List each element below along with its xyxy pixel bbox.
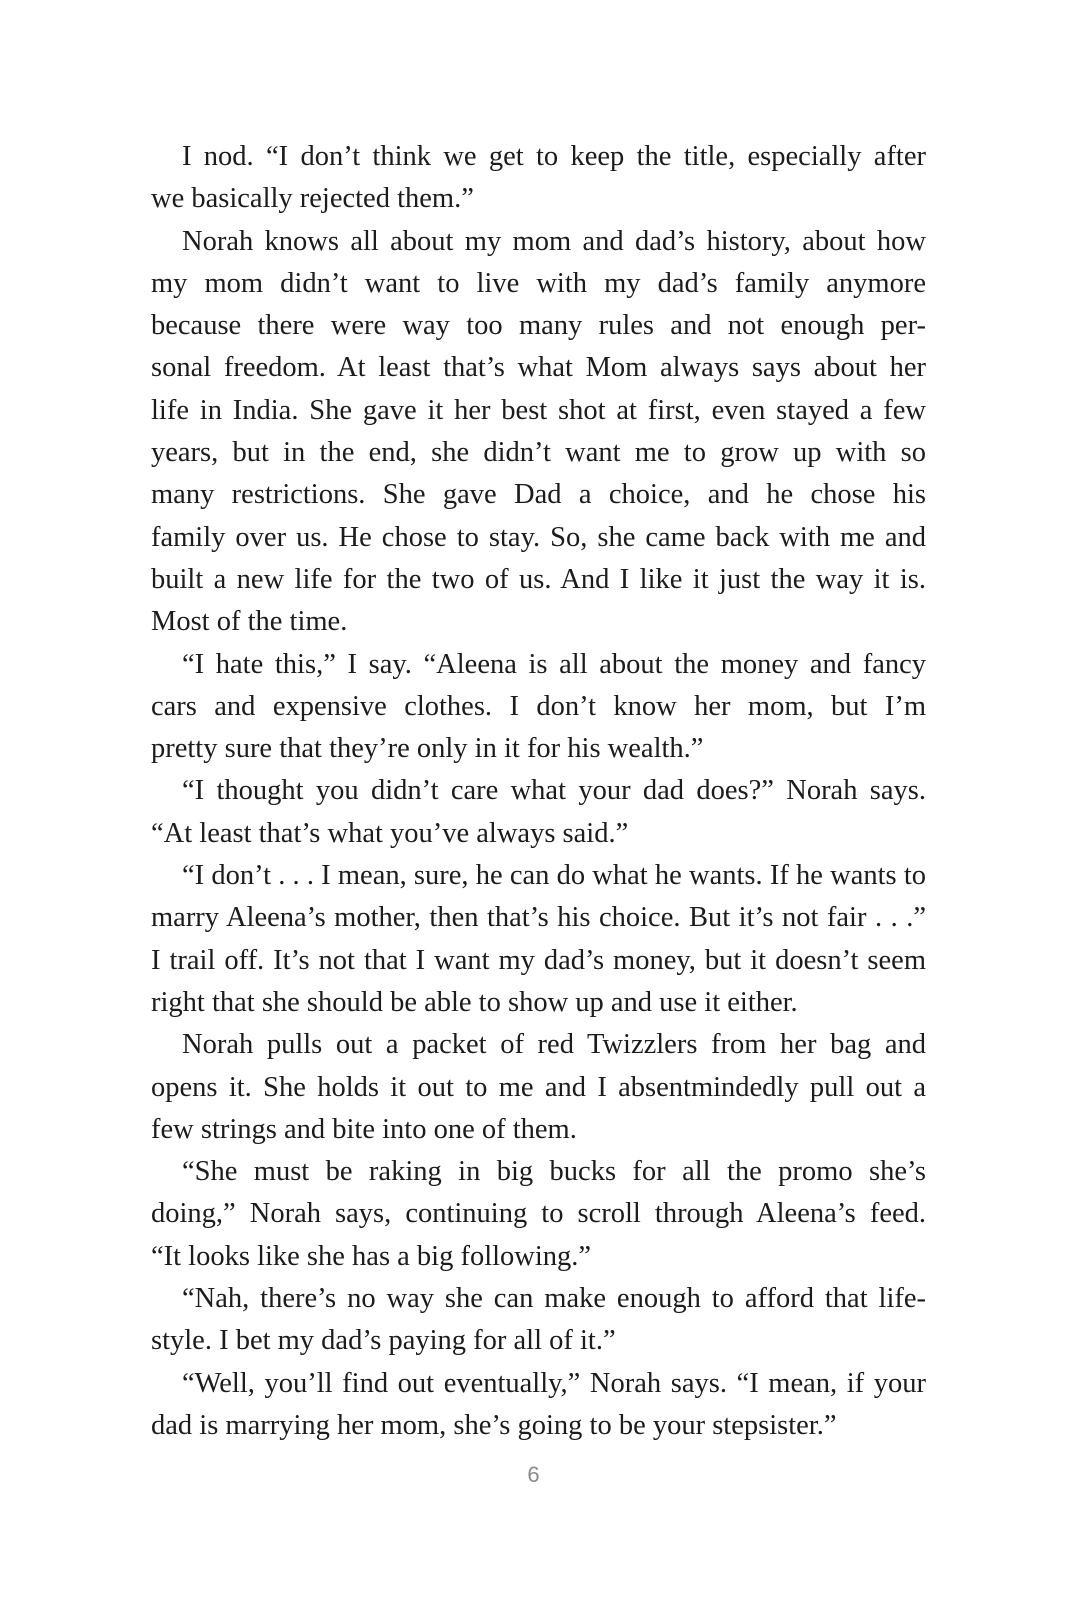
text-line: cars and expensive clothes. I don’t know her mom, but I’m bbox=[151, 690, 926, 722]
text-line: years, but in the end, she didn’t want me to grow up with so bbox=[151, 437, 926, 469]
text-line: family over us. He chose to stay. So, she came back with me and bbox=[151, 521, 926, 553]
text-line: Norah knows all about my mom and dad’s history, about how bbox=[182, 225, 926, 257]
text-line: pretty sure that they’re only in it for his wealth.” bbox=[151, 733, 704, 765]
text-line: my mom didn’t want to live with my dad’s family anymore bbox=[151, 267, 926, 299]
text-line: “I don’t . . . I mean, sure, he can do what he wants. If he wants to bbox=[182, 860, 926, 892]
text-line: because there were way too many rules and not enough per- bbox=[151, 310, 926, 342]
text-line: Most of the time. bbox=[151, 606, 348, 638]
text-line: “Nah, there’s no way she can make enough to afford that life- bbox=[182, 1283, 926, 1315]
text-line: “It looks like she has a big following.” bbox=[151, 1240, 592, 1272]
text-line: life in India. She gave it her best shot at first, even stayed a few bbox=[151, 394, 926, 426]
text-line: few strings and bite into one of them. bbox=[151, 1113, 577, 1145]
text-line: “Well, you’ll find out eventually,” Norah says. “I mean, if your bbox=[182, 1367, 926, 1399]
text-line: “I thought you didn’t care what your dad does?” Norah says. bbox=[182, 775, 926, 807]
text-line: style. I bet my dad’s paying for all of it.” bbox=[151, 1325, 616, 1357]
text-line: “At least that’s what you’ve always said.” bbox=[151, 817, 629, 849]
text-line: Norah pulls out a packet of red Twizzlers from her bag and bbox=[182, 1029, 926, 1061]
text-line: many restrictions. She gave Dad a choice, and he chose his bbox=[151, 479, 926, 511]
text-line: opens it. She holds it out to me and I absentmindedly pull out a bbox=[151, 1071, 926, 1103]
text-line: I trail off. It’s not that I want my dad’s money, but it doesn’t seem bbox=[151, 944, 926, 976]
text-line: “I hate this,” I say. “Aleena is all about the money and fancy bbox=[182, 648, 926, 680]
text-line: sonal freedom. At least that’s what Mom always says about her bbox=[151, 352, 926, 384]
text-line: dad is marrying her mom, she’s going to be your stepsister.” bbox=[151, 1409, 837, 1441]
text-line: marry Aleena’s mother, then that’s his choice. But it’s not fair . . .” bbox=[151, 902, 926, 934]
text-line: built a new life for the two of us. And I like it just the way it is. bbox=[151, 563, 926, 595]
text-line: right that she should be able to show up and use it either. bbox=[151, 986, 798, 1018]
page-number: 6 bbox=[527, 1462, 540, 1487]
text-line: we basically rejected them.” bbox=[151, 183, 474, 215]
text-line: “She must be raking in big bucks for all the promo she’s bbox=[182, 1156, 926, 1188]
body-text bbox=[151, 136, 926, 1447]
text-line: doing,” Norah says, continuing to scroll through Aleena’s feed. bbox=[151, 1198, 926, 1230]
text-line: I nod. “I don’t think we get to keep the title, especially after bbox=[182, 141, 926, 172]
